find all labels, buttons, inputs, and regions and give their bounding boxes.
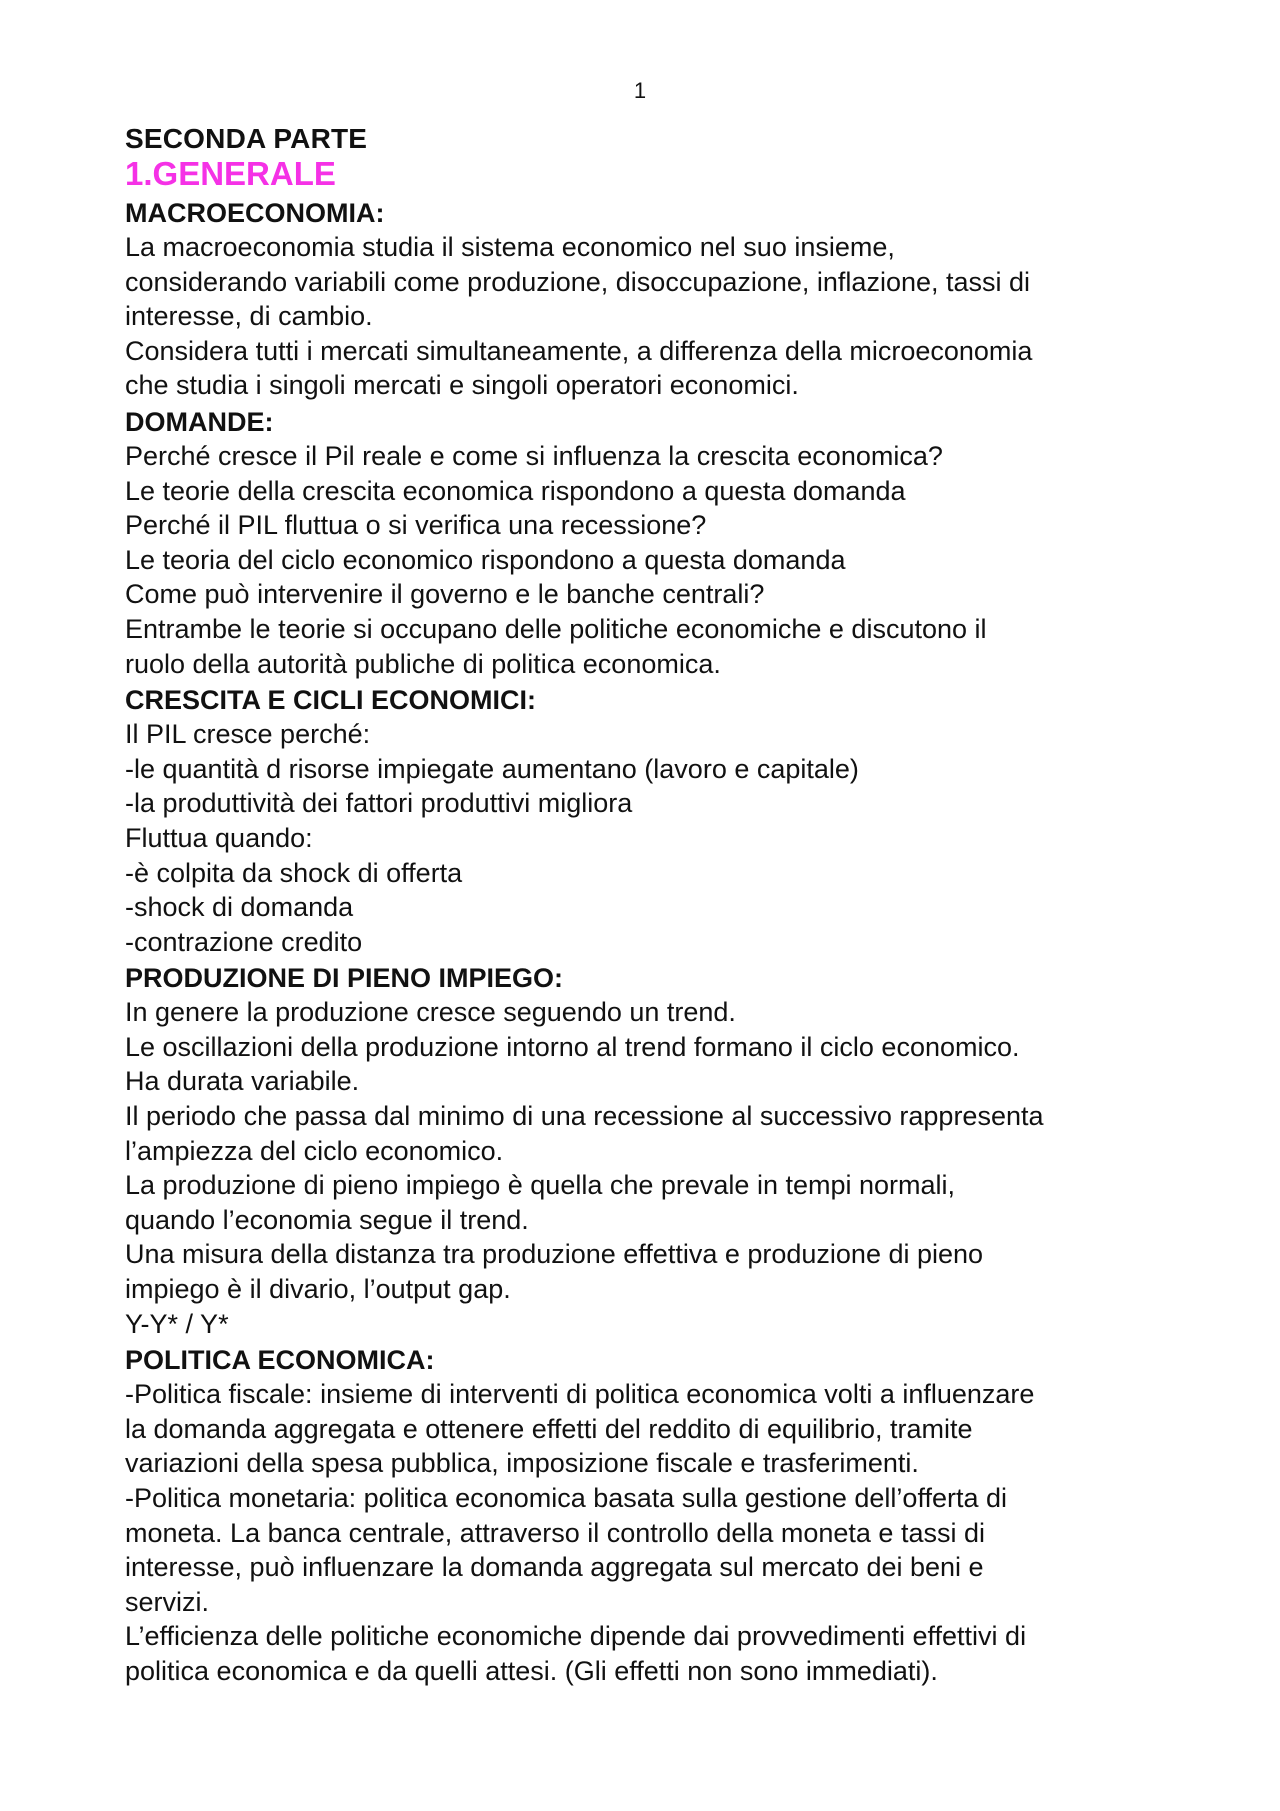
section-heading: CRESCITA E CICLI ECONOMICI:: [125, 685, 536, 716]
text-line: l’ampiezza del ciclo economico.: [125, 1135, 504, 1166]
text-line: -è colpita da shock di offerta: [125, 857, 463, 888]
section-heading: DOMANDE:: [125, 406, 274, 437]
text-line: servizi.: [125, 1586, 210, 1617]
section-block: [125, 405, 1170, 681]
section-block: [125, 1343, 1170, 1688]
chapter-title: 1.GENERALE: [125, 155, 336, 192]
text-line: impiego è il divario, l’output gap.: [125, 1274, 511, 1305]
text-line: La produzione di pieno impiego è quella che prevale in tempi normali,: [125, 1170, 956, 1201]
text-line: Entrambe le teorie si occupano delle politiche economiche e discutono il: [125, 613, 987, 644]
text-line: L’efficienza delle politiche economiche dipende dai provvedimenti effettivi di: [125, 1621, 1027, 1652]
text-line: Le teorie della crescita economica rispondono a questa domanda: [125, 475, 906, 506]
text-line: -Politica monetaria: politica economica basata sulla gestione dell’offerta di: [125, 1483, 1007, 1513]
section-block: [125, 961, 1170, 1341]
text-line: Le oscillazioni della produzione intorno al trend formano il ciclo economico.: [125, 1031, 1020, 1062]
text-line: La macroeconomia studia il sistema economico nel suo insieme,: [125, 232, 895, 262]
part-label: SECONDA PARTE: [125, 123, 368, 154]
text-line: Il PIL cresce perché:: [125, 719, 371, 750]
section-heading: POLITICA ECONOMICA:: [125, 1345, 435, 1376]
text-line: Come può intervenire il governo e le banche centrali?: [125, 579, 765, 610]
text-line: Ha durata variabile.: [125, 1066, 360, 1097]
text-line: considerando variabili come produzione, disoccupazione, inflazione, tassi di: [125, 266, 1031, 297]
text-line: Perché cresce il Pil reale e come si influenza la crescita economica?: [125, 440, 943, 471]
text-line: Il periodo che passa dal minimo di una recessione al successivo rappresenta: [125, 1101, 1044, 1132]
section-heading: MACROECONOMIA:: [125, 198, 385, 228]
text-line: Fluttua quando:: [125, 822, 313, 853]
text-line: Una misura della distanza tra produzione effettiva e produzione di pieno: [125, 1239, 984, 1270]
text-line: che studia i singoli mercati e singoli operatori economici.: [125, 370, 799, 401]
text-line: politica economica e da quelli attesi. (Gli effetti non sono immediati).: [125, 1655, 938, 1686]
text-line: -shock di domanda: [125, 892, 354, 923]
text-line: -le quantità d risorse impiegate aumentano (lavoro e capitale): [125, 753, 859, 784]
text-line: -contrazione credito: [125, 926, 363, 957]
page-number: 1: [633, 78, 647, 103]
text-line: la domanda aggregata e ottenere effetti del reddito di equilibrio, tramite: [125, 1413, 973, 1444]
text-line: interesse, di cambio.: [125, 301, 373, 332]
text-line: interesse, può influenzare la domanda aggregata sul mercato dei beni e: [125, 1552, 984, 1583]
section-block: [125, 196, 1170, 403]
text-line: -la produttività dei fattori produttivi migliora: [125, 788, 633, 819]
text-line: Y-Y* / Y*: [125, 1308, 229, 1339]
text-line: ruolo della autorità publiche di politica economica.: [125, 648, 721, 679]
text-line: In genere la produzione cresce seguendo un trend.: [125, 997, 736, 1028]
text-line: variazioni della spesa pubblica, imposizione fiscale e trasferimenti.: [125, 1448, 919, 1479]
text-line: Considera tutti i mercati simultaneamente, a differenza della microeconomia: [125, 335, 1033, 366]
document-body: [125, 122, 1170, 1689]
text-line: moneta. La banca centrale, attraverso il controllo della moneta e tassi di: [125, 1517, 985, 1548]
section-block: [125, 683, 1170, 959]
sections-container: [125, 196, 1170, 1689]
text-line: -Politica fiscale: insieme di interventi di politica economica volti a influenzare: [125, 1379, 1035, 1410]
text-line: Perché il PIL fluttua o si verifica una recessione?: [125, 510, 707, 541]
text-line: quando l’economia segue il trend.: [125, 1204, 529, 1235]
section-heading: PRODUZIONE DI PIENO IMPIEGO:: [125, 963, 564, 994]
text-line: Le teoria del ciclo economico rispondono a questa domanda: [125, 544, 846, 575]
